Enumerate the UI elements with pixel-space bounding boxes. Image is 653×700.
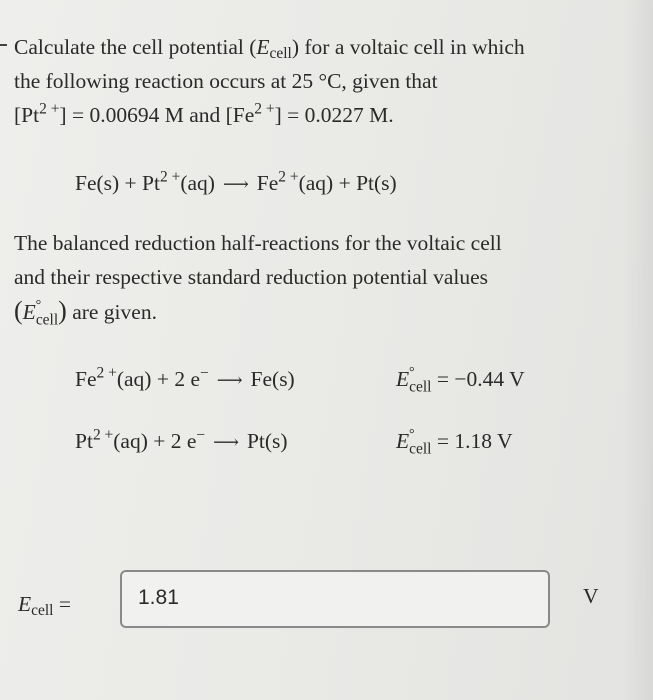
e-symbol: E <box>396 429 410 453</box>
intro-close-paren: ) <box>58 296 67 325</box>
ecell-standard <box>396 362 431 404</box>
answer-equals: = <box>53 592 71 616</box>
answer-subscript: cell <box>31 601 54 619</box>
fe-charge: 2 + <box>254 100 275 118</box>
subscript: cell <box>409 378 432 396</box>
question-line1-prefix: Calculate the cell potential ( <box>14 35 257 59</box>
reaction-right-end: (aq) + Pt(s) <box>298 171 397 195</box>
reaction-left-end: (aq) <box>180 171 215 195</box>
overall-reaction <box>75 166 397 201</box>
intro-subscript: cell <box>35 311 59 329</box>
potential-fe <box>396 362 525 404</box>
arrow-icon: ⟶ <box>213 432 239 452</box>
reaction-arrow-icon: ⟶ <box>222 174 249 194</box>
subscript: cell <box>409 440 432 458</box>
half-reaction-species: Pt <box>75 429 93 453</box>
answer-unit: V <box>583 584 599 608</box>
intro-line2: and their respective standard reduction potential values <box>14 265 489 289</box>
half-reaction-rest: (aq) + 2 e <box>116 367 200 391</box>
intro-degree: ° <box>35 298 42 313</box>
question-bullet <box>0 44 7 46</box>
reaction-left: Fe(s) + Pt <box>75 171 160 195</box>
question-line3-mid: ] = 0.00694 M and [Fe <box>59 103 255 127</box>
intro-text <box>14 226 634 337</box>
question-line2: the following reaction occurs at 25 °C, given that <box>14 69 438 93</box>
ecell-subscript: cell <box>269 44 292 62</box>
potential-value: = 1.18 V <box>431 429 513 453</box>
e-symbol: E <box>396 367 410 391</box>
electron-charge: − <box>196 426 206 444</box>
arrow-icon: ⟶ <box>216 370 243 390</box>
half-reaction-charge: 2 + <box>92 426 114 444</box>
answer-box[interactable] <box>120 570 550 628</box>
pt-concentration-label: [Pt <box>14 103 40 127</box>
question-text <box>14 30 634 132</box>
reaction-fe-charge: 2 + <box>278 168 299 186</box>
reaction-pt-charge: 2 + <box>160 168 181 186</box>
pt-charge: 2 + <box>39 100 60 118</box>
answer-input[interactable] <box>138 586 518 610</box>
degree: ° <box>409 427 415 442</box>
degree: ° <box>409 365 415 380</box>
half-reaction-product: Fe(s) <box>250 367 295 391</box>
electron-charge: − <box>199 364 209 382</box>
half-reaction-rest: (aq) + 2 e <box>113 429 197 453</box>
intro-line1: The balanced reduction half-reactions for the voltaic cell <box>14 231 502 255</box>
question-line1-suffix: ) for a voltaic cell in which <box>291 35 525 59</box>
intro-ecell-standard <box>23 295 58 337</box>
reaction-right: Fe <box>256 171 279 195</box>
intro-e-symbol: E <box>22 300 36 324</box>
half-reaction-species: Fe <box>75 367 97 391</box>
intro-open-paren: ( <box>14 296 23 325</box>
half-reaction-charge: 2 + <box>96 364 117 382</box>
half-reaction-product: Pt(s) <box>246 429 288 453</box>
potential-pt <box>396 424 512 466</box>
question-line3-end: ] = 0.0227 M. <box>274 103 394 127</box>
half-reaction-pt <box>75 424 288 459</box>
answer-label <box>18 590 71 618</box>
answer-e-symbol: E <box>18 592 32 616</box>
intro-line3-end: are given. <box>66 300 157 324</box>
potential-value: = −0.44 V <box>431 367 525 391</box>
ecell-symbol: E <box>256 35 270 59</box>
half-reaction-fe <box>75 362 295 397</box>
ecell-standard <box>396 424 431 466</box>
